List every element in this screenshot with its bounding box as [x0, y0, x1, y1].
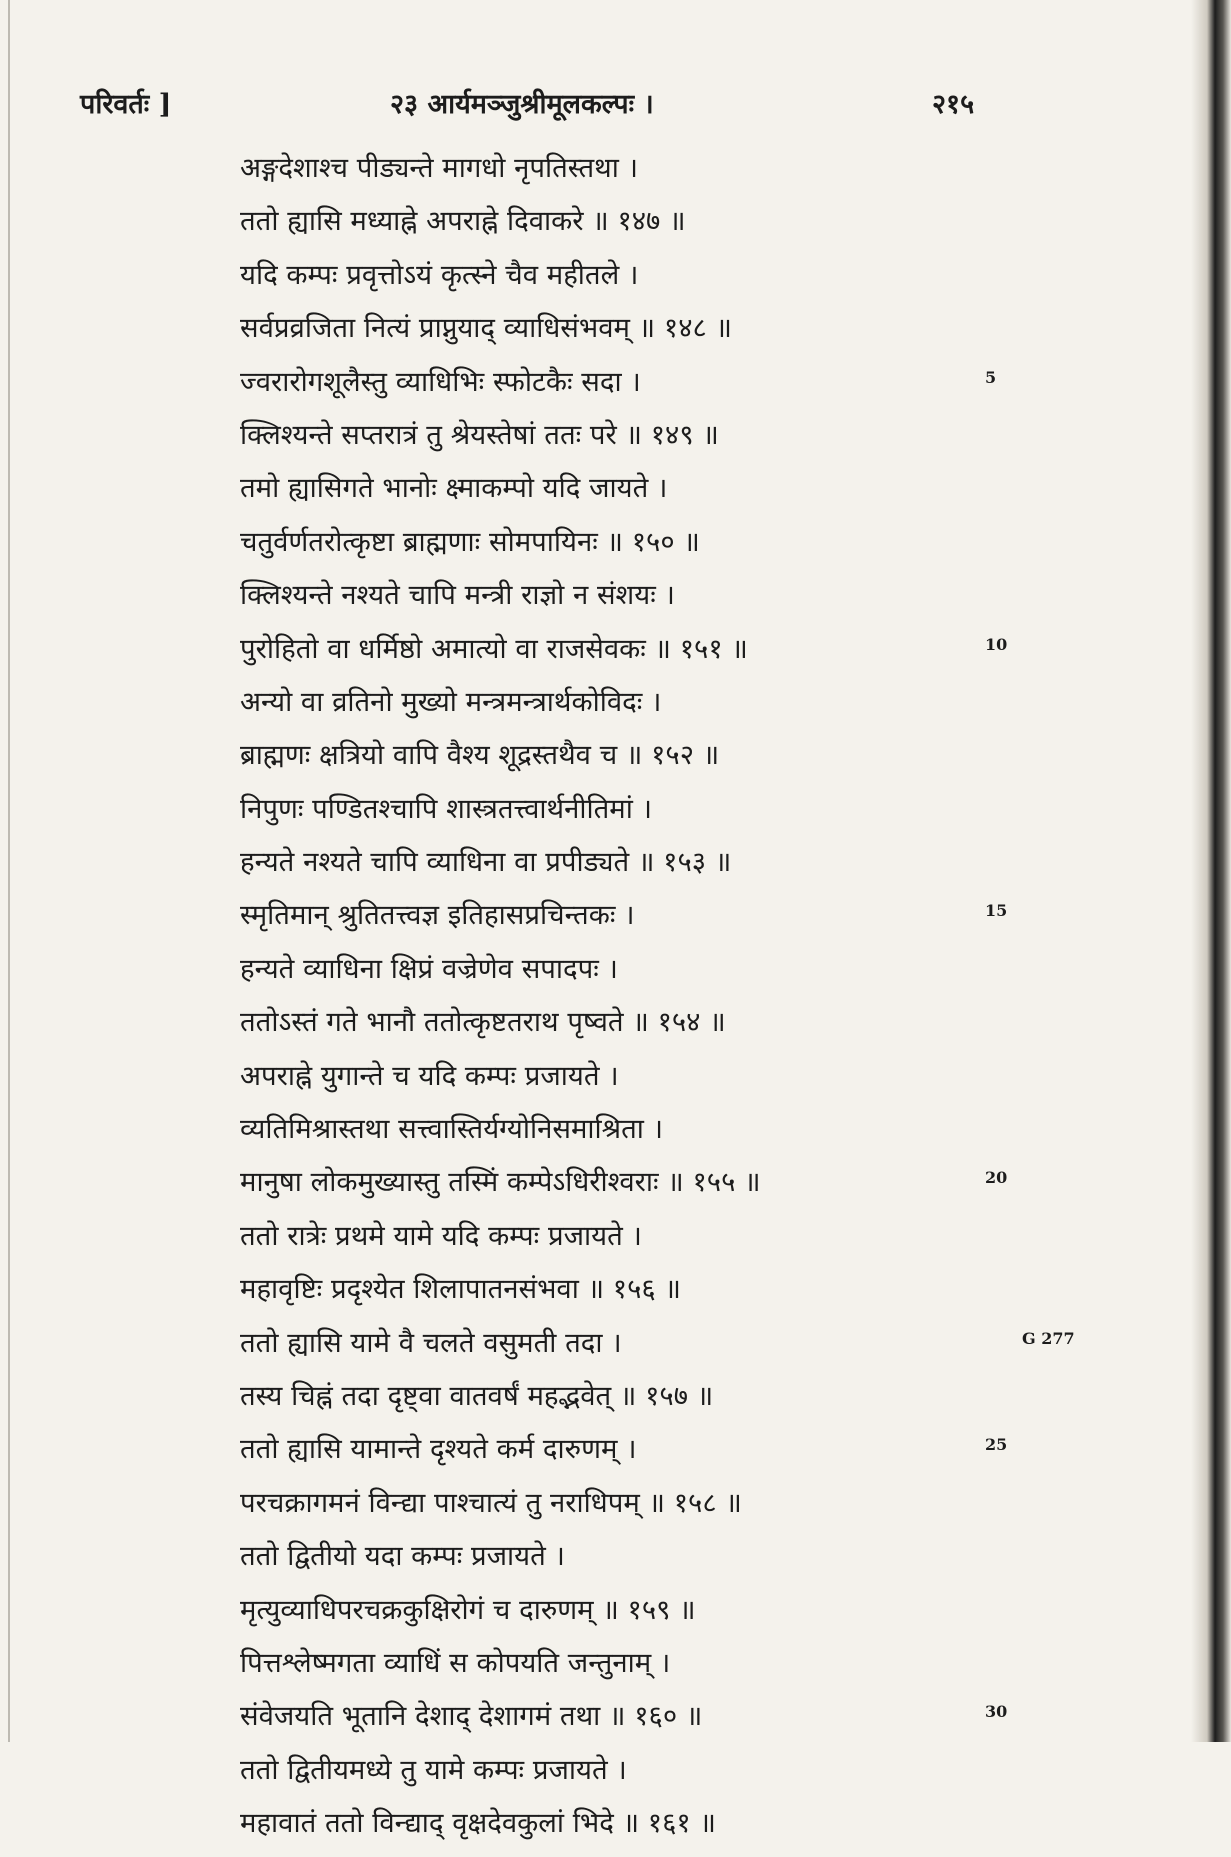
verse-line: [0, 575, 1231, 628]
line-number-marker: 5: [985, 367, 997, 387]
verse-text: क्लिश्यन्ते नश्यते चापि मन्त्री राज्ञो न संशयः ।: [240, 579, 675, 612]
verse-text: मृत्युव्याधिपरचक्रकुक्षिरोगं च दारुणम् ॥ १५९ ॥: [240, 1593, 696, 1626]
line-number-marker: 20: [985, 1168, 1008, 1188]
verse-text: पित्तश्लेष्मगता व्याधिं स कोपयति जन्तुनाम् ।: [240, 1646, 671, 1679]
verse-text: ज्वरारोगशूलैस्तु व्याधिभिः स्फोटकैः सदा ।: [240, 365, 641, 398]
verse-text: ततो द्वितीयमध्ये तु यामे कम्पः प्रजायते ।: [240, 1753, 627, 1786]
verse-line: [0, 1483, 1231, 1536]
verse-text: चतुर्वर्णतरोत्कृष्टा ब्राह्मणाः सोमपायिनः ॥ १५० ॥: [240, 525, 700, 558]
verse-text: सर्वप्रव्रजिता नित्यं प्राप्नुयाद् व्याधिसंभवम् ॥ १४८ ॥: [240, 312, 733, 345]
verse-text: अन्यो वा व्रतिनो मुख्यो मन्त्रमन्त्रार्थकोविदः ।: [240, 685, 662, 718]
verse-line: [0, 789, 1231, 842]
verse-line: [0, 1643, 1231, 1696]
verse-line: [0, 682, 1231, 735]
verse-text: परचक्रागमनं विन्द्या पाश्चात्यं तु नराधिपम् ॥ १५८ ॥: [240, 1486, 742, 1519]
verse-text: ततो ह्यासि मध्याह्ने अपराह्ने दिवाकरे ॥ १४७ ॥: [240, 205, 686, 238]
verse-text: ततो द्वितीयो यदा कम्पः प्रजायते ।: [240, 1540, 565, 1573]
verse-line: [0, 1056, 1231, 1109]
verse-text: पुरोहितो वा धर्मिष्ठो अमात्यो वा राजसेवकः ॥ १५१ ॥: [240, 632, 748, 665]
verse-line: [0, 1376, 1231, 1429]
verse-text-block: [0, 148, 1231, 1857]
running-header: [0, 84, 1231, 134]
verse-text: तस्य चिह्नं तदा दृष्ट्वा वातवर्षं महद्भवेत् ॥ १५७ ॥: [240, 1379, 714, 1412]
verse-text: ततो रात्रेः प्रथमे यामे यदि कम्पः प्रजायते ।: [240, 1219, 642, 1252]
verse-text: तमो ह्यासिगते भानोः क्ष्माकम्पो यदि जायते ।: [240, 472, 668, 505]
verse-text: ततोऽस्तं गते भानौ ततोत्कृष्टतराथ पृष्वते ॥ १५४ ॥: [240, 1006, 726, 1039]
verse-line: [0, 415, 1231, 468]
verse-line: [0, 1269, 1231, 1322]
verse-line: [0, 308, 1231, 361]
verse-line: [0, 362, 1231, 415]
edition-page-marker: G 277: [1022, 1328, 1075, 1348]
verse-line: [0, 1323, 1231, 1376]
line-number-marker: 15: [985, 901, 1008, 921]
verse-line: [0, 1162, 1231, 1215]
verse-line: [0, 255, 1231, 308]
header-title: २३ आर्यमञ्जुश्रीमूलकल्पः ।: [390, 89, 654, 120]
verse-text: महावृष्टिः प्रदृश्येत शिलापातनसंभवा ॥ १५६ ॥: [240, 1273, 681, 1306]
verse-text: निपुणः पण्डितश्चापि शास्त्रतत्त्वार्थनीतिमां ।: [240, 792, 653, 825]
verse-text: मानुषा लोकमुख्यास्तु तस्मिं कम्पेऽधिरीश्वराः ॥ १५५ ॥: [240, 1166, 761, 1199]
verse-line: [0, 1002, 1231, 1055]
verse-text: संवेजयति भूतानि देशाद् देशागमं तथा ॥ १६० ॥: [240, 1700, 703, 1733]
verse-text: अङ्गदेशाश्च पीड्यन्ते मागधो नृपतिस्तथा ।: [240, 152, 638, 184]
verse-line: [0, 1750, 1231, 1803]
verse-text: अपराह्ने युगान्ते च यदि कम्पः प्रजायते ।: [240, 1059, 619, 1092]
verse-line: [0, 468, 1231, 521]
verse-line: [0, 1536, 1231, 1589]
header-page-number: २१५: [932, 89, 975, 120]
verse-text: यदि कम्पः प्रवृत्तोऽयं कृत्स्ने चैव महीतले ।: [240, 258, 639, 291]
verse-line: [0, 1216, 1231, 1269]
verse-text: महावातं ततो विन्द्याद् वृक्षदेवकुलां भिदे ॥ १६१ ॥: [240, 1807, 716, 1840]
verse-text: हन्यते नश्यते चापि व्याधिना वा प्रपीड्यते ॥ १५३ ॥: [240, 846, 732, 879]
verse-line: [0, 895, 1231, 948]
verse-text: हन्यते व्याधिना क्षिप्रं वज्रेणेव सपादपः ।: [240, 952, 618, 985]
verse-line: [0, 1109, 1231, 1162]
verse-line: [0, 1429, 1231, 1482]
verse-text: स्मृतिमान् श्रुतितत्त्वज्ञ इतिहासप्रचिन्तकः ।: [240, 899, 635, 932]
verse-text: क्लिश्यन्ते सप्तरात्रं तु श्रेयस्तेषां ततः परे ॥ १४९ ॥: [240, 418, 719, 451]
verse-line: [0, 842, 1231, 895]
verse-text: ततो ह्यासि यामान्ते दृश्यते कर्म दारुणम् ।: [240, 1433, 637, 1466]
line-number-marker: 10: [985, 634, 1008, 654]
verse-text: ततो ह्यासि यामे वै चलते वसुमती तदा ।: [240, 1326, 622, 1359]
verse-line: [0, 1590, 1231, 1643]
verse-line: [0, 522, 1231, 575]
line-number-marker: 25: [985, 1435, 1008, 1455]
verse-line: [0, 1803, 1231, 1856]
verse-line: [0, 949, 1231, 1002]
header-section-label: परिवर्तः ]: [80, 89, 172, 120]
verse-line: [0, 735, 1231, 788]
line-number-marker: 30: [985, 1702, 1008, 1722]
verse-line: [0, 148, 1231, 201]
verse-text: ब्राह्मणः क्षत्रियो वापि वैश्य शूद्रस्तथैव च ॥ १५२ ॥: [240, 739, 720, 772]
verse-line: [0, 629, 1231, 682]
verse-text: व्यतिमिश्रास्तथा सत्त्वास्तिर्यग्योनिसमाश्रिता ।: [240, 1113, 664, 1146]
verse-line: [0, 201, 1231, 254]
